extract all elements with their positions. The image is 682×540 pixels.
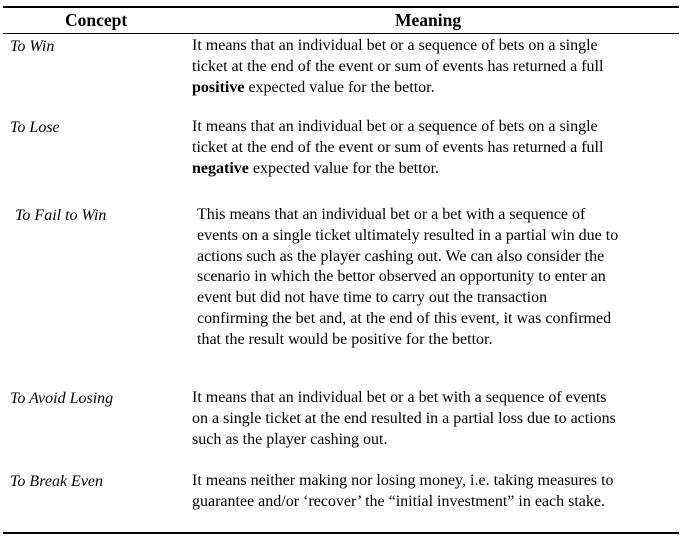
meaning-line: such as the player cashing out.	[192, 430, 388, 448]
meaning-line: ticket at the end of the event or sum of events has returned a full	[192, 57, 604, 75]
meaning-tail: expected value for the bettor.	[248, 159, 440, 177]
meaning-line: that the result would be positive for the bettor.	[197, 330, 493, 348]
meaning-line	[192, 78, 662, 99]
meaning-tail: expected value for the bettor.	[244, 78, 435, 96]
meaning-line: actions such as the player cashing out. We can also consider the	[197, 247, 605, 265]
concept-cell: To Break Even	[10, 473, 104, 490]
meaning-cell	[192, 117, 662, 179]
meaning-emphasis: negative	[192, 159, 249, 177]
meaning-line: events on a single ticket ultimately resulted in a partial win due to	[197, 226, 619, 244]
meaning-line: on a single ticket at the end resulted in a partial loss due to actions	[192, 409, 616, 427]
meaning-emphasis: positive	[192, 78, 245, 96]
header-rule	[3, 33, 679, 34]
meaning-cell	[192, 36, 662, 98]
meaning-line	[192, 159, 662, 180]
meaning-line: guarantee and/or ‘recover’ the “initial investment” in each stake.	[192, 492, 605, 510]
meaning-cell	[197, 205, 667, 351]
meaning-line: It means that an individual bet or a sequence of bets on a single	[192, 118, 598, 135]
concept-cell: To Fail to Win	[15, 207, 107, 224]
concept-cell: To Lose	[10, 119, 60, 136]
meaning-cell	[192, 388, 662, 450]
meaning-cell	[192, 471, 662, 513]
meaning-line: This means that an individual bet or a bet with a sequence of	[197, 206, 586, 223]
meaning-line: It means neither making nor losing money, i.e. taking measures to	[192, 472, 614, 489]
meaning-line: scenario in which the bettor observed an opportunity to enter an	[197, 268, 606, 286]
meaning-line: ticket at the end of the event or sum of events has returned a full	[192, 138, 604, 156]
concept-cell: To Win	[10, 38, 55, 55]
table-bottom-rule	[3, 532, 679, 534]
meaning-line: It means that an individual bet or a bet with a sequence of events	[192, 389, 607, 406]
meaning-line: confirming the bet and, at the end of this event, it was confirmed	[197, 309, 612, 327]
column-header-meaning: Meaning	[395, 10, 462, 30]
concept-cell: To Avoid Losing	[10, 390, 114, 407]
meaning-line: event but did not have time to carry out the transaction	[197, 289, 548, 307]
column-header-concept: Concept	[65, 10, 128, 30]
meaning-line: It means that an individual bet or a sequence of bets on a single	[192, 37, 598, 54]
